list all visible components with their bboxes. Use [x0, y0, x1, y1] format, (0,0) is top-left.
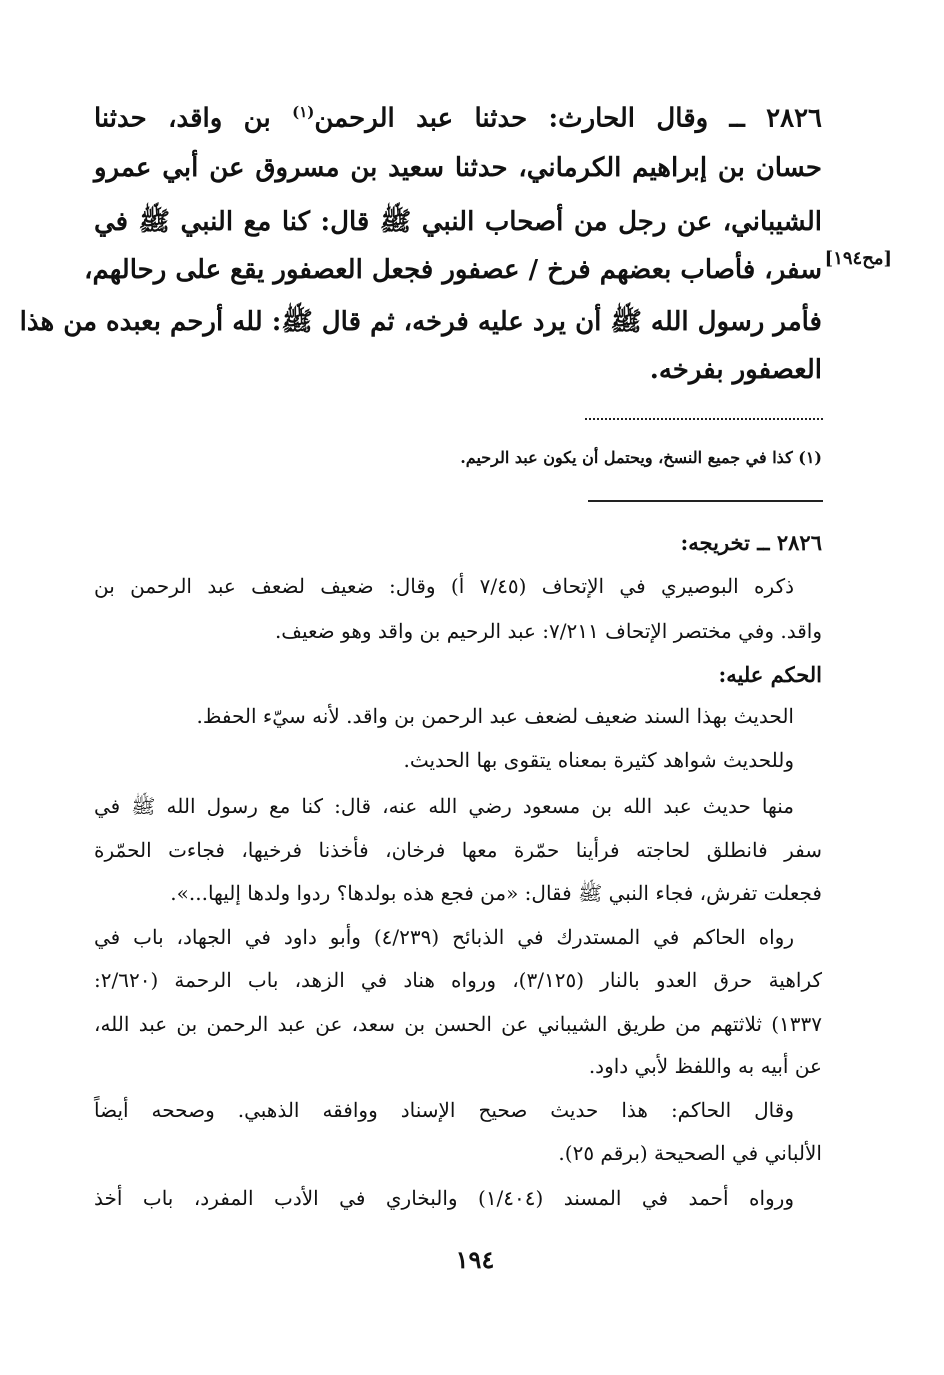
shahid-line-3: فجعلت تفرش، فجاء النبي ﷺ فقال: «من فجع هذه بولدها؟ ردوا ولدها إليها...». [170, 881, 822, 905]
hakim-line-2: الألباني في الصحيحة (برقم ٢٥). [558, 1141, 822, 1165]
section-divider [588, 500, 823, 502]
takhrij-heading: ٢٨٢٦ ــ تخريجه: [680, 530, 822, 555]
hadith-line-4: سفر، فأصاب بعضهم فرخ / عصفور فجعل العصفور يقع على رحالهم، [84, 255, 822, 285]
footnote: (١) كذا في جميع النسخ، ويحتمل أن يكون عبد الرحيم. [460, 448, 822, 467]
margin-reference: [مح١٩٤] [824, 248, 892, 269]
takhrij-line-2: واقد. وفي مختصر الإتحاف ٧/٢١١: عبد الرحيم بن واقد وهو ضعيف. [274, 619, 822, 643]
riwaya-line-2: كراهية حرق العدو بالنار (٣/١٢٥)، ورواه هناد في الزهد، باب الرحمة (٢/٦٢٠: [94, 968, 822, 992]
hadith-line-5: فأمر رسول الله ﷺ أن يرد عليه فرخه، ثم قال ﷺ: لله أرحم بعبده من هذا [19, 307, 822, 337]
hakim-line-1: وقال الحاكم: هذا حديث صحيح الإسناد ووافقه الذهبي. وصححه أيضاً [94, 1098, 794, 1122]
hukm-heading: الحكم عليه: [718, 662, 822, 687]
footnote-separator [585, 418, 823, 420]
hadith-line-6: العصفور بفرخه. [649, 355, 822, 385]
shahid-line-1: منها حديث عبد الله بن مسعود رضي الله عنه، قال: كنا مع رسول الله ﷺ في [94, 794, 794, 818]
footnote-marker: (١) [292, 103, 315, 121]
takhrij-line-1: ذكره البوصيري في الإتحاف (٧/٤٥ أ) وقال: ضعيف لضعف عبد الرحمن بن [94, 574, 794, 598]
shahid-line-2: سفر فانطلق لحاجته فرأينا حمّرة معها فرخان، فأخذنا فرخيها، فجاءت الحمّرة [94, 838, 822, 862]
riwaya-line-1: رواه الحاكم في المستدرك في الذبائح (٤/٢٣٩) وأبو داود في الجهاد، باب في [94, 925, 794, 949]
page-number: ١٩٤ [455, 1245, 495, 1274]
riwaya-line-4: عن أبيه به واللفظ لأبي داود. [588, 1054, 822, 1078]
riwaya2-line-1: ورواه أحمد في المسند (١/٤٠٤) والبخاري في الأدب المفرد، باب أخذ [94, 1186, 794, 1210]
hadith-line-1: ٢٨٢٦ ــ وقال الحارث: حدثنا عبد الرحمن$^{(١)}$ بن واقد، حدثنا [94, 103, 822, 134]
hadith-line-2: حسان بن إبراهيم الكرماني، حدثنا سعيد بن مسروق عن أبي عمرو [94, 153, 822, 183]
hukm-line-2: وللحديث شواهد كثيرة بمعناه يتقوى بها الحديث. [403, 748, 794, 772]
riwaya-line-3: ١٣٣٧) ثلاثتهم من طريق الشيباني عن الحسن بن سعد، عن عبد الرحمن بن عبد الله، [94, 1012, 822, 1036]
hukm-line-1: الحديث بهذا السند ضعيف لضعف عبد الرحمن بن واقد. لأنه سيّء الحفظ. [196, 704, 794, 728]
hadith-line-3: الشيباني، عن رجل من أصحاب النبي ﷺ قال: كنا مع النبي ﷺ في [94, 207, 822, 237]
